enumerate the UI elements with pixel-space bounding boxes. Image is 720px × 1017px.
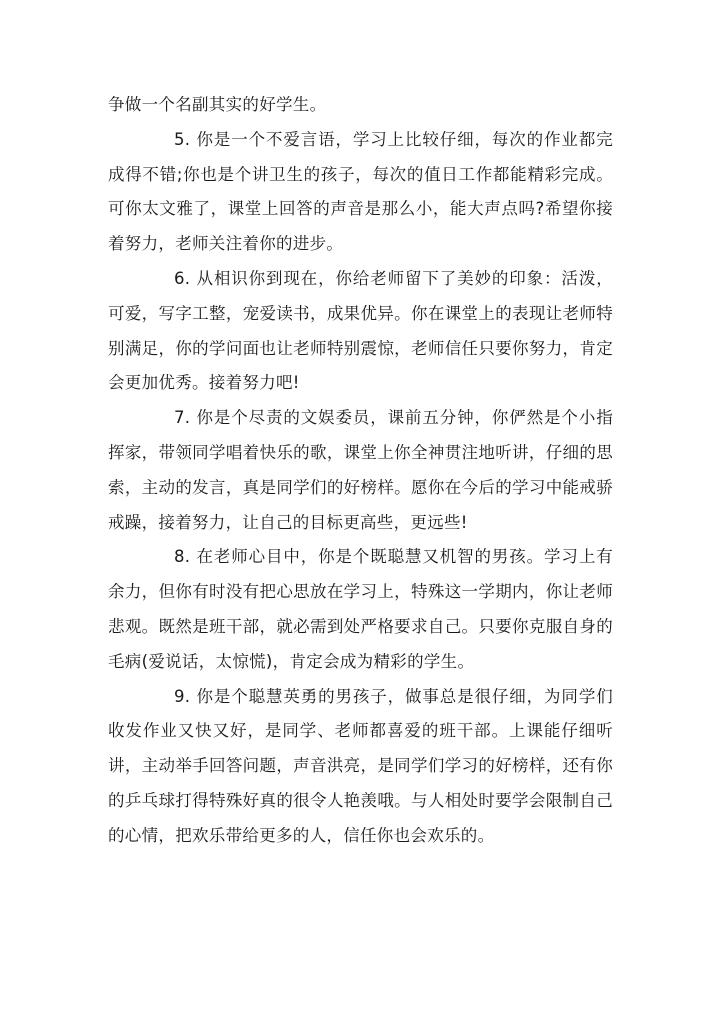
- paragraph-comment-6: 6. 从相识你到现在，你给老师留下了美妙的印象：活泼，可爱，写字工整，宠爱读书，成果优异。你在课堂上的表现让老师特别满足，你的学问面也让老师特别震惊，老师信任只要你努力，肯定会更加优秀。接着努力吧!: [108, 268, 613, 393]
- paragraph-comment-5: 5. 你是一个不爱言语，学习上比较仔细，每次的作业都完成得不错;你也是个讲卫生的孩子，每次的值日工作都能精彩完成。可你太文雅了，课堂上回答的声音是那么小，能大声点吗?希望你接着努力，老师关注着你的进步。: [108, 129, 613, 254]
- document-page: [108, 88, 613, 854]
- paragraph-continuation: 争做一个名副其实的好学生。: [108, 95, 327, 114]
- paragraph-comment-9: 9. 你是个聪慧英勇的男孩子，做事总是很仔细，为同学们收发作业又快又好，是同学、老师都喜爱的班干部。上课能仔细听讲，主动举手回答问题，声音洪亮，是同学们学习的好榜样，还有你的乒乓球打得特殊好真的很令人艳羡哦。与人相处时要学会限制自己的心情，把欢乐带给更多的人，信任你也会欢乐的。: [108, 686, 613, 845]
- paragraph-comment-8: 8. 在老师心目中，你是个既聪慧又机智的男孩。学习上有余力，但你有时没有把心思放在学习上，特殊这一学期内，你让老师悲观。既然是班干部，就必需到处严格要求自己。只要你克服自身的毛病(爱说话，太惊慌)，肯定会成为精彩的学生。: [108, 547, 613, 671]
- paragraph-comment-7: 7. 你是个尽责的文娱委员，课前五分钟，你俨然是个小指挥家，带领同学唱着快乐的歌，课堂上你全神贯注地听讲，仔细的思索，主动的发言，真是同学们的好榜样。愿你在今后的学习中能戒骄戒躁，接着努力，让自己的目标更高些，更远些!: [108, 408, 613, 532]
